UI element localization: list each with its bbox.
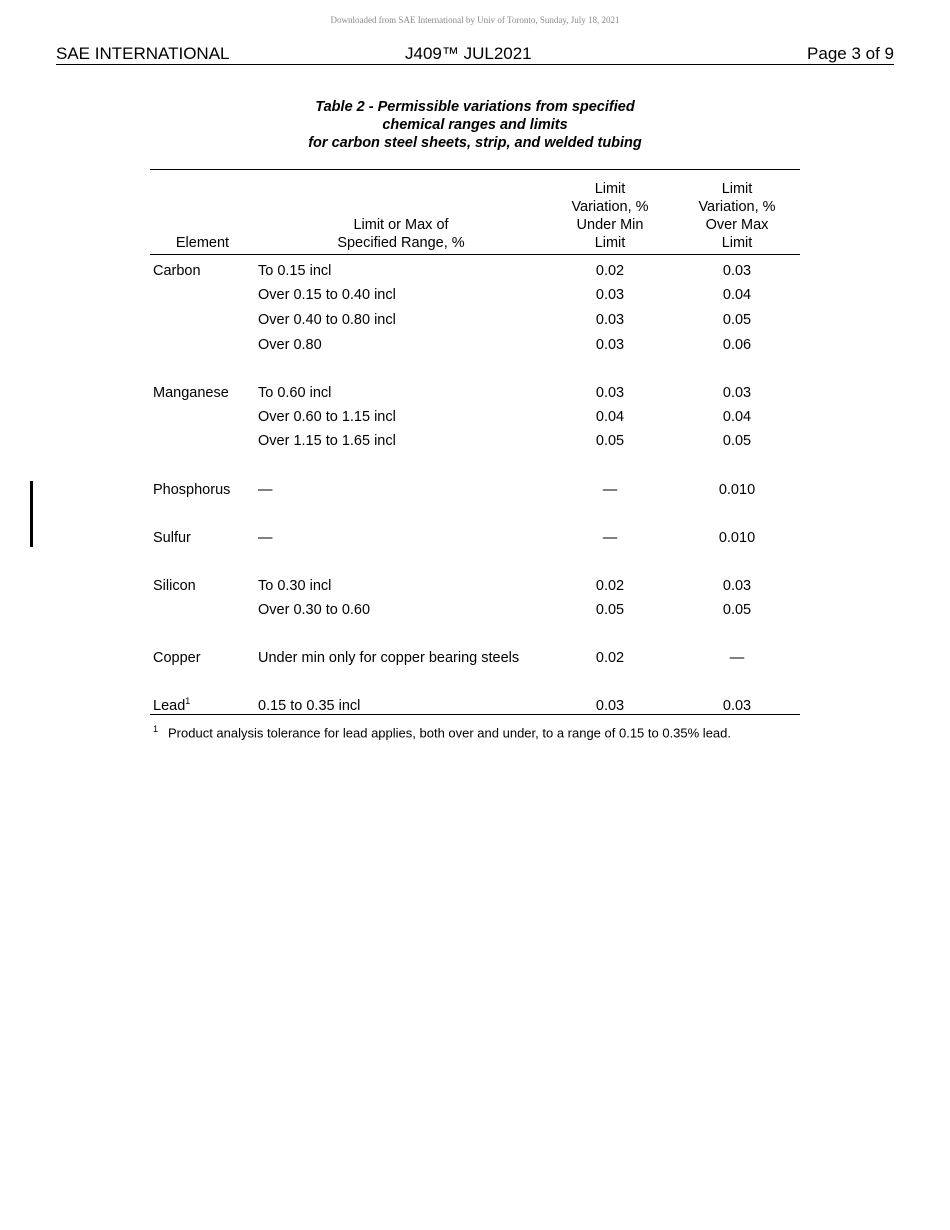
header-under-min-line: Variation, % [571, 199, 649, 215]
change-bar [30, 481, 33, 547]
row-range: Over 0.15 to 0.40 incl [258, 287, 396, 303]
row-range: To 0.30 incl [258, 578, 332, 594]
table-top-rule [150, 169, 800, 170]
row-under-min: 0.05 [595, 433, 625, 449]
row-under-min: 0.03 [595, 698, 625, 714]
row-range: — [258, 482, 273, 498]
row-element: Silicon [153, 578, 196, 594]
footnote-marker: 1 [153, 724, 159, 734]
row-over-max: 0.06 [722, 337, 752, 353]
header-under-min-line: Under Min [576, 217, 644, 233]
row-range: Over 1.15 to 1.65 incl [258, 433, 396, 449]
row-element: Manganese [153, 385, 229, 401]
row-element: Carbon [153, 263, 201, 279]
row-under-min: 0.03 [595, 385, 625, 401]
table-caption [150, 98, 800, 152]
row-under-min: 0.04 [595, 409, 625, 425]
row-range: Under min only for copper bearing steels [258, 650, 520, 666]
row-over-max: 0.03 [722, 698, 752, 714]
row-under-min: — [602, 482, 618, 498]
header-range [300, 216, 502, 252]
row-over-max: 0.05 [722, 433, 752, 449]
row-over-max: 0.04 [722, 287, 752, 303]
document-id: J409™ JUL2021 [405, 44, 532, 63]
header-under-min-line: Limit [594, 235, 626, 251]
header-range-line: Limit or Max of [353, 217, 449, 233]
row-range: 0.15 to 0.35 incl [258, 698, 361, 714]
table-bottom-rule [150, 714, 800, 715]
row-range: Over 0.80 [258, 337, 322, 353]
row-over-max: 0.05 [722, 602, 752, 618]
row-over-max: 0.03 [722, 385, 752, 401]
row-range: Over 0.60 to 1.15 incl [258, 409, 396, 425]
table-header-rule [150, 254, 800, 255]
header-over-max-line: Variation, % [698, 199, 776, 215]
header-over-max-line: Over Max [705, 217, 769, 233]
header-under-min [560, 180, 660, 252]
row-range: — [258, 530, 273, 546]
header-over-max-line: Limit [721, 181, 753, 197]
row-over-max: 0.010 [718, 482, 756, 498]
row-range: To 0.15 incl [258, 263, 332, 279]
table-footnote [153, 721, 731, 741]
header-over-max [687, 180, 787, 252]
row-range: Over 0.30 to 0.60 [258, 602, 371, 618]
row-under-min: 0.02 [595, 263, 625, 279]
caption-line: chemical ranges and limits [382, 117, 568, 133]
footnote-text: Product analysis tolerance for lead applies, both over and under, to a range of 0.15 to 0.35% lead. [168, 725, 732, 741]
caption-line: for carbon steel sheets, strip, and welded tubing [308, 135, 642, 151]
page-number: Page 3 of 9 [807, 44, 894, 63]
header-under-min-line: Limit [594, 181, 626, 197]
row-range: To 0.60 incl [258, 385, 332, 401]
row-over-max: 0.010 [718, 530, 756, 546]
row-element: Sulfur [153, 530, 191, 546]
download-note: Downloaded from SAE International by Univ of Toronto, Sunday, July 18, 2021 [330, 15, 620, 25]
row-over-max: 0.05 [722, 312, 752, 328]
row-over-max: 0.04 [722, 409, 752, 425]
row-element: Copper [153, 650, 201, 666]
page-header [56, 44, 894, 65]
row-element-text: Lead [153, 698, 186, 714]
row-over-max: 0.03 [722, 578, 752, 594]
header-range-line: Specified Range, % [337, 235, 465, 251]
header-element: Element [175, 235, 230, 251]
footnote-reference: 1 [185, 696, 191, 707]
row-under-min: — [602, 530, 618, 546]
organization-name: SAE INTERNATIONAL [56, 44, 230, 63]
row-element: Phosphorus [153, 482, 231, 498]
row-under-min: 0.02 [595, 578, 625, 594]
row-under-min: 0.05 [595, 602, 625, 618]
row-under-min: 0.03 [595, 312, 625, 328]
row-over-max: 0.03 [722, 263, 752, 279]
row-over-max: — [729, 650, 745, 666]
row-under-min: 0.03 [595, 287, 625, 303]
row-under-min: 0.03 [595, 337, 625, 353]
row-under-min: 0.02 [595, 650, 625, 666]
row-element [153, 697, 190, 715]
row-range: Over 0.40 to 0.80 incl [258, 312, 396, 328]
caption-line: Table 2 - Permissible variations from specified [315, 99, 635, 115]
header-over-max-line: Limit [721, 235, 753, 251]
